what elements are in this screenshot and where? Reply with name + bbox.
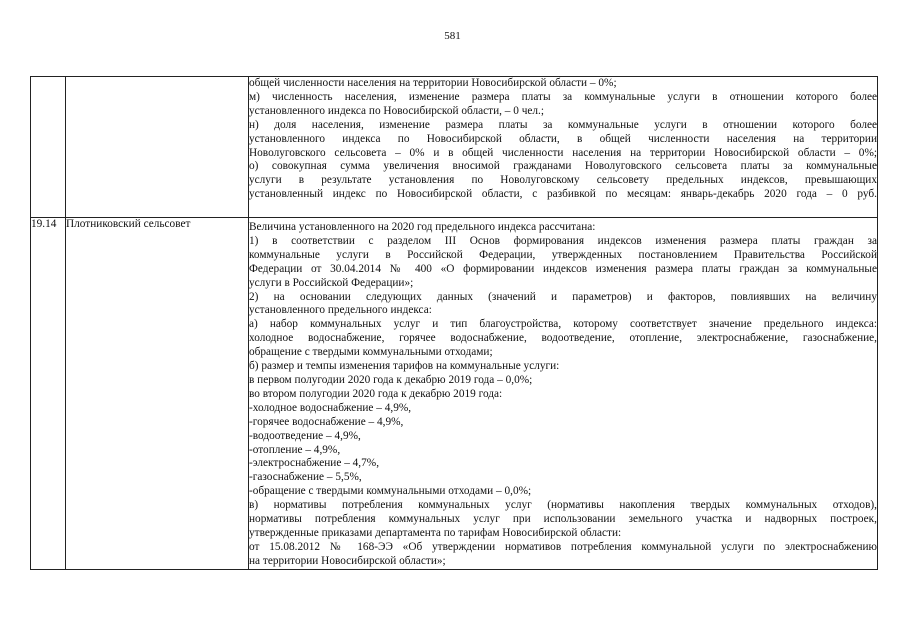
text-line: во втором полугодии 2020 года к декабрю 2019 года: bbox=[249, 387, 503, 400]
indices-table bbox=[30, 76, 878, 570]
text-line: Новолуговского сельсовета – 0% и в общей численности населения на территории Новосибирской области – 0%; bbox=[249, 146, 877, 159]
text-line: общей численности населения на территории Новосибирской области – 0%; bbox=[249, 77, 617, 89]
text-line: м) численность населения, изменение размера платы за коммунальные услуги в отношении которого более bbox=[249, 90, 877, 103]
text-line: обращение с твердыми коммунальными отходами; bbox=[249, 346, 493, 359]
text-line: утвержденные приказами департамента по тарифам Новосибирской области: bbox=[249, 526, 622, 539]
text-line: услуги в результате установления по Новолуговскому сельсовету предельных индексов, превышающих bbox=[249, 174, 877, 187]
text-line: -газоснабжение – 5,5%, bbox=[249, 471, 362, 484]
text-line: на территории Новосибирской области»; bbox=[249, 554, 446, 567]
text-line: -электроснабжение – 4,7%, bbox=[249, 457, 380, 470]
text-line: 1) в соответствии с разделом III Основ формирования индексов изменения размера платы граждан за bbox=[249, 234, 877, 247]
text-line: нормативы потребления коммунальных услуг при использовании земельного участка и надворных построек, bbox=[249, 513, 877, 526]
row-number-cell bbox=[31, 77, 66, 218]
settlement-name-cell bbox=[66, 77, 249, 218]
text-line: -холодное водоснабжение – 4,9%, bbox=[249, 401, 412, 414]
description-cell bbox=[249, 218, 878, 570]
text-line: -отопление – 4,9%, bbox=[249, 443, 341, 456]
page-number: 581 bbox=[444, 30, 461, 42]
settlement-name-cell: Плотниковский сельсовет bbox=[66, 218, 249, 570]
table-row bbox=[31, 77, 878, 218]
text-line: -горячее водоснабжение – 4,9%, bbox=[249, 415, 404, 428]
text-line: установленного предельного индекса: bbox=[249, 304, 432, 317]
text-line: а) набор коммунальных услуг и тип благоустройства, которому соответствует значение предельного индекса: bbox=[249, 318, 877, 331]
text-line: услуги в Российской Федерации»; bbox=[249, 276, 414, 289]
row-number-cell: 19.14 bbox=[31, 218, 66, 570]
text-line: установленный индекс по Новосибирской области, с разбивкой по месяцам: январь-декабрь 2020 года – 0 руб. bbox=[249, 188, 877, 201]
text-line: коммунальные услуги в Российской Федерации, утвержденных постановлением Правительства Российской bbox=[249, 248, 877, 261]
table-row bbox=[31, 218, 878, 570]
description-cell bbox=[249, 77, 878, 218]
text-line: от 15.08.2012 № 168-ЭЭ «Об утверждении нормативов потребления коммунальной услуги по электроснабжению bbox=[249, 540, 877, 553]
text-line: б) размер и темпы изменения тарифов на коммунальные услуги: bbox=[249, 360, 560, 373]
text-line: холодное водоснабжение, горячее водоснабжение, водоотведение, отопление, электроснабжение, газоснабжение, bbox=[249, 332, 877, 345]
text-line: о) совокупная сумма увеличения вносимой гражданами Новолуговского сельсовета платы за коммунальные bbox=[249, 160, 877, 173]
text-line: н) доля населения, изменение размера платы за коммунальные услуги в отношении которого более bbox=[249, 118, 877, 131]
text-line: установленного индекса по Новосибирской области, – 0 чел.; bbox=[249, 104, 545, 117]
text-line: в) нормативы потребления коммунальных услуг (нормативы накопления твердых коммунальных отходов), bbox=[249, 499, 877, 512]
text-line: в первом полугодии 2020 года к декабрю 2019 года – 0,0%; bbox=[249, 373, 533, 386]
text-line: -водоотведение – 4,9%, bbox=[249, 429, 361, 442]
text-line: Федерации от 30.04.2014 № 400 «О формировании индексов изменения размера платы граждан за коммунальные bbox=[249, 262, 877, 275]
text-line: установленного индекса по Новосибирской области, в общей численности населения на территории bbox=[249, 132, 877, 145]
text-line: Величина установленного на 2020 год предельного индекса рассчитана: bbox=[249, 221, 596, 233]
text-line: -обращение с твердыми коммунальными отходами – 0,0%; bbox=[249, 485, 532, 498]
text-line: 2) на основании следующих данных (значений и параметров) и факторов, повлиявших на величину bbox=[249, 290, 877, 303]
